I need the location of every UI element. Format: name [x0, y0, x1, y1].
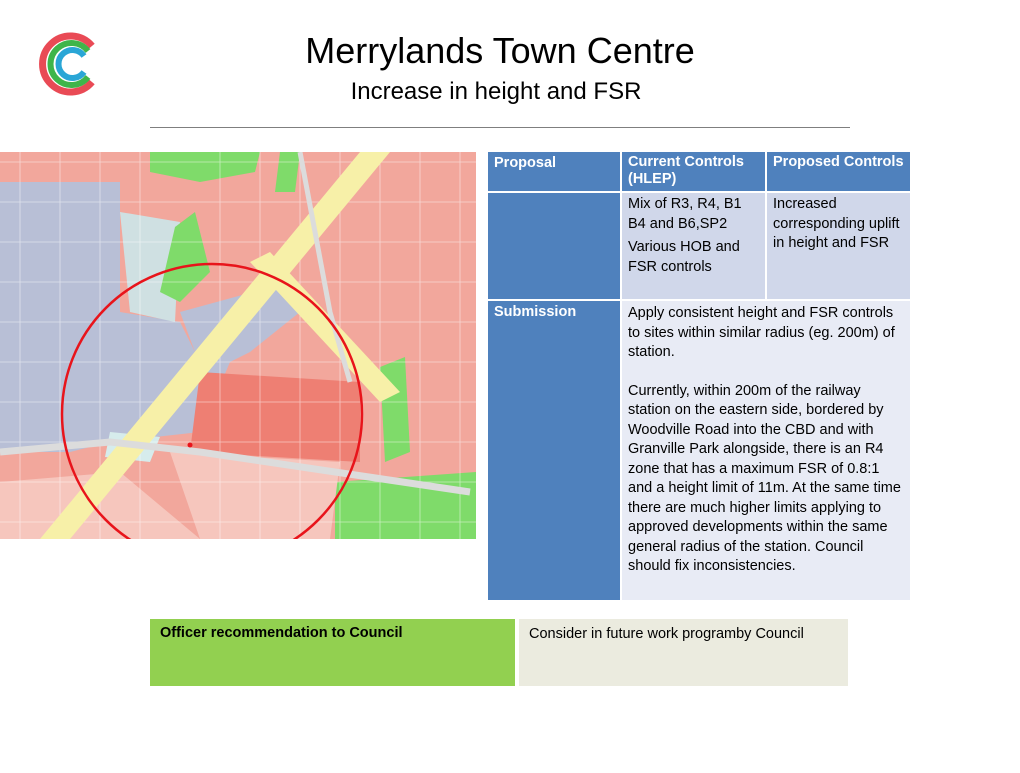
- submission-label: Submission: [494, 304, 577, 320]
- recommendation-label: Officer recommendation to Council: [150, 619, 517, 686]
- page-subtitle: Increase in height and FSR: [350, 78, 642, 105]
- current-controls-header-label: Current Controls (HLEP): [628, 154, 744, 187]
- submission-paragraph-2: Currently, within 200m of the railway station on the eastern side, bordered by Woodville Road into the CBD and with Granville Park alongside, there is an R4 zone that has a maximum FSR of 0.8:1 and a height limit of 11m. At the same time there are much higher limits applying to approved developments within the same general radius of the station. Council should fix inconsistencies.: [628, 382, 901, 574]
- proposed-controls-cell: [767, 193, 910, 301]
- current-zones-text: Mix of R3, R4, B1 B4 and B6,SP2: [628, 196, 742, 232]
- submission-label-cell: [488, 301, 622, 600]
- proposal-header-label: Proposal: [494, 155, 557, 171]
- proposal-table: [488, 152, 910, 600]
- current-controls-header: [622, 152, 767, 193]
- proposed-controls-header-label: Proposed Controls: [773, 154, 904, 170]
- proposed-controls-text: Increased corresponding uplift in height and FSR: [773, 196, 900, 251]
- current-controls-cell: [622, 193, 767, 301]
- proposal-row-label: [488, 193, 622, 301]
- proposal-header: [488, 152, 622, 193]
- page-title: Merrylands Town Centre: [305, 30, 695, 71]
- submission-text-cell: [622, 301, 910, 600]
- recommendation-value: Consider in future work programby Council: [519, 619, 848, 686]
- zoning-map: [0, 152, 476, 539]
- proposed-controls-header: [767, 152, 910, 193]
- current-hob-text: Various HOB and FSR controls: [628, 239, 740, 275]
- officer-recommendation: [150, 619, 848, 686]
- zoning-map-graphic: [0, 152, 476, 539]
- title-divider: [150, 127, 850, 128]
- submission-paragraph-1: Apply consistent height and FSR controls to sites within similar radius (eg. 200m) of station.: [628, 305, 895, 360]
